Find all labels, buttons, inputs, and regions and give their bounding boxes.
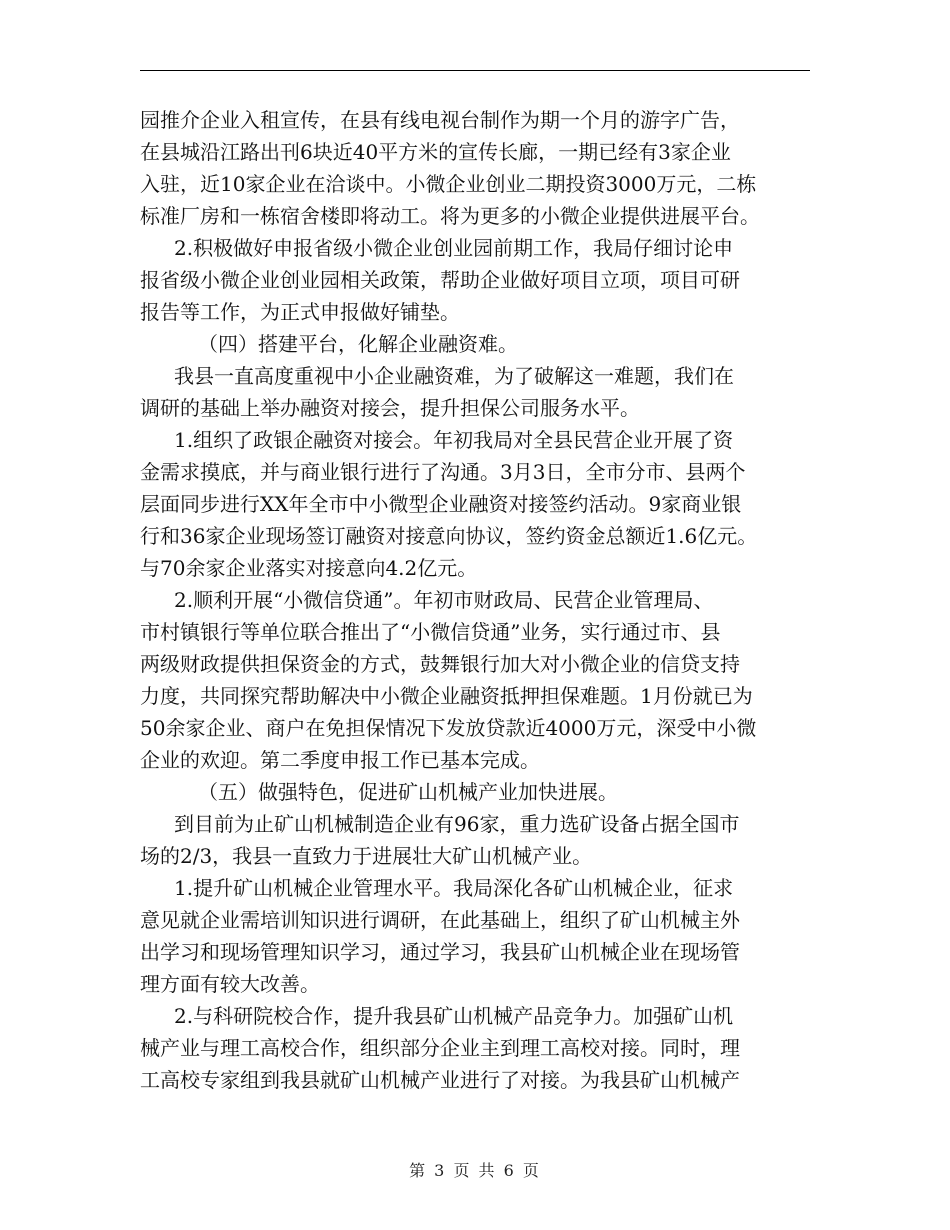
body-line: 场的2/3，我县一直致力于进展壮大矿山机械产业。 xyxy=(140,844,593,868)
paragraph-start-line: 1.组织了政银企融资对接会。年初我局对全县民营企业开展了资 xyxy=(174,428,734,452)
body-line: 调研的基础上举办融资对接会，提升担保公司服务水平。 xyxy=(140,396,640,420)
body-line: 报告等工作，为正式申报做好铺垫。 xyxy=(140,300,460,324)
body-line: 金需求摸底，并与商业银行进行了沟通。3月3日，全市分市、县两个 xyxy=(140,460,746,484)
body-line: 企业的欢迎。第二季度申报工作已基本完成。 xyxy=(140,748,540,772)
body-line: 力度，共同探究帮助解决中小微企业融资抵押担保难题。1月份就已为 xyxy=(140,684,753,708)
body-line: 械产业与理工高校合作，组织部分企业主到理工高校对接。同时，理 xyxy=(140,1036,740,1060)
body-line: 入驻，近10家企业在洽谈中。小微企业创业二期投资3000万元，二栋 xyxy=(140,172,757,196)
paragraph-start-line: 2.积极做好申报省级小微企业创业园前期工作，我局仔细讨论申 xyxy=(174,236,734,260)
body-line: 出学习和现场管理知识学习，通过学习，我县矿山机械企业在现场管 xyxy=(140,940,740,964)
paragraph-start-line: 我县一直高度重视中小企业融资难，为了破解这一难题，我们在 xyxy=(174,364,734,388)
page-number-footer: 第 3 页 共 6 页 xyxy=(409,1161,541,1180)
header-rule xyxy=(140,70,810,71)
paragraph-start-line: 1.提升矿山机械企业管理水平。我局深化各矿山机械企业，征求 xyxy=(174,876,734,900)
section-heading: （五）做强特色，促进矿山机械产业加快进展。 xyxy=(198,780,618,804)
body-line: 理方面有较大改善。 xyxy=(140,972,320,996)
body-line: 标准厂房和一栋宿舍楼即将动工。将为更多的小微企业提供进展平台。 xyxy=(140,204,760,228)
body-line: 行和36家企业现场签订融资对接意向协议，签约资金总额近1.6亿元。 xyxy=(140,524,758,548)
paragraph-start-line: 2.与科研院校合作，提升我县矿山机械产品竞争力。加强矿山机 xyxy=(174,1004,734,1028)
body-line: 市村镇银行等单位联合推出了“小微信贷通”业务，实行通过市、县 xyxy=(140,620,721,644)
body-line: 50余家企业、商户在免担保情况下发放贷款近4000万元，深受中小微 xyxy=(140,716,757,740)
body-line: 在县城沿江路出刊6块近40平方米的宣传长廊，一期已经有3家企业 xyxy=(140,140,731,164)
body-line: 园推介企业入租宣传，在县有线电视台制作为期一个月的游字广告， xyxy=(140,108,740,132)
body-line: 工高校专家组到我县就矿山机械产业进行了对接。为我县矿山机械产 xyxy=(140,1068,740,1092)
body-line: 报省级小微企业创业园相关政策，帮助企业做好项目立项，项目可研 xyxy=(140,268,740,292)
paragraph-start-line: 2.顺利开展“小微信贷通”。年初市财政局、民营企业管理局、 xyxy=(174,588,714,612)
body-line: 两级财政提供担保资金的方式，鼓舞银行加大对小微企业的信贷支持 xyxy=(140,652,740,676)
body-line: 层面同步进行XX年全市中小微型企业融资对接签约活动。9家商业银 xyxy=(140,492,742,516)
paragraph-start-line: 到目前为止矿山机械制造企业有96家，重力选矿设备占据全国市 xyxy=(174,812,740,836)
body-line: 与70余家企业落实对接意向4.2亿元。 xyxy=(140,556,478,580)
document-body xyxy=(140,104,810,1096)
section-heading: （四）搭建平台，化解企业融资难。 xyxy=(198,332,518,356)
body-line: 意见就企业需培训知识进行调研，在此基础上，组织了矿山机械主外 xyxy=(140,908,740,932)
